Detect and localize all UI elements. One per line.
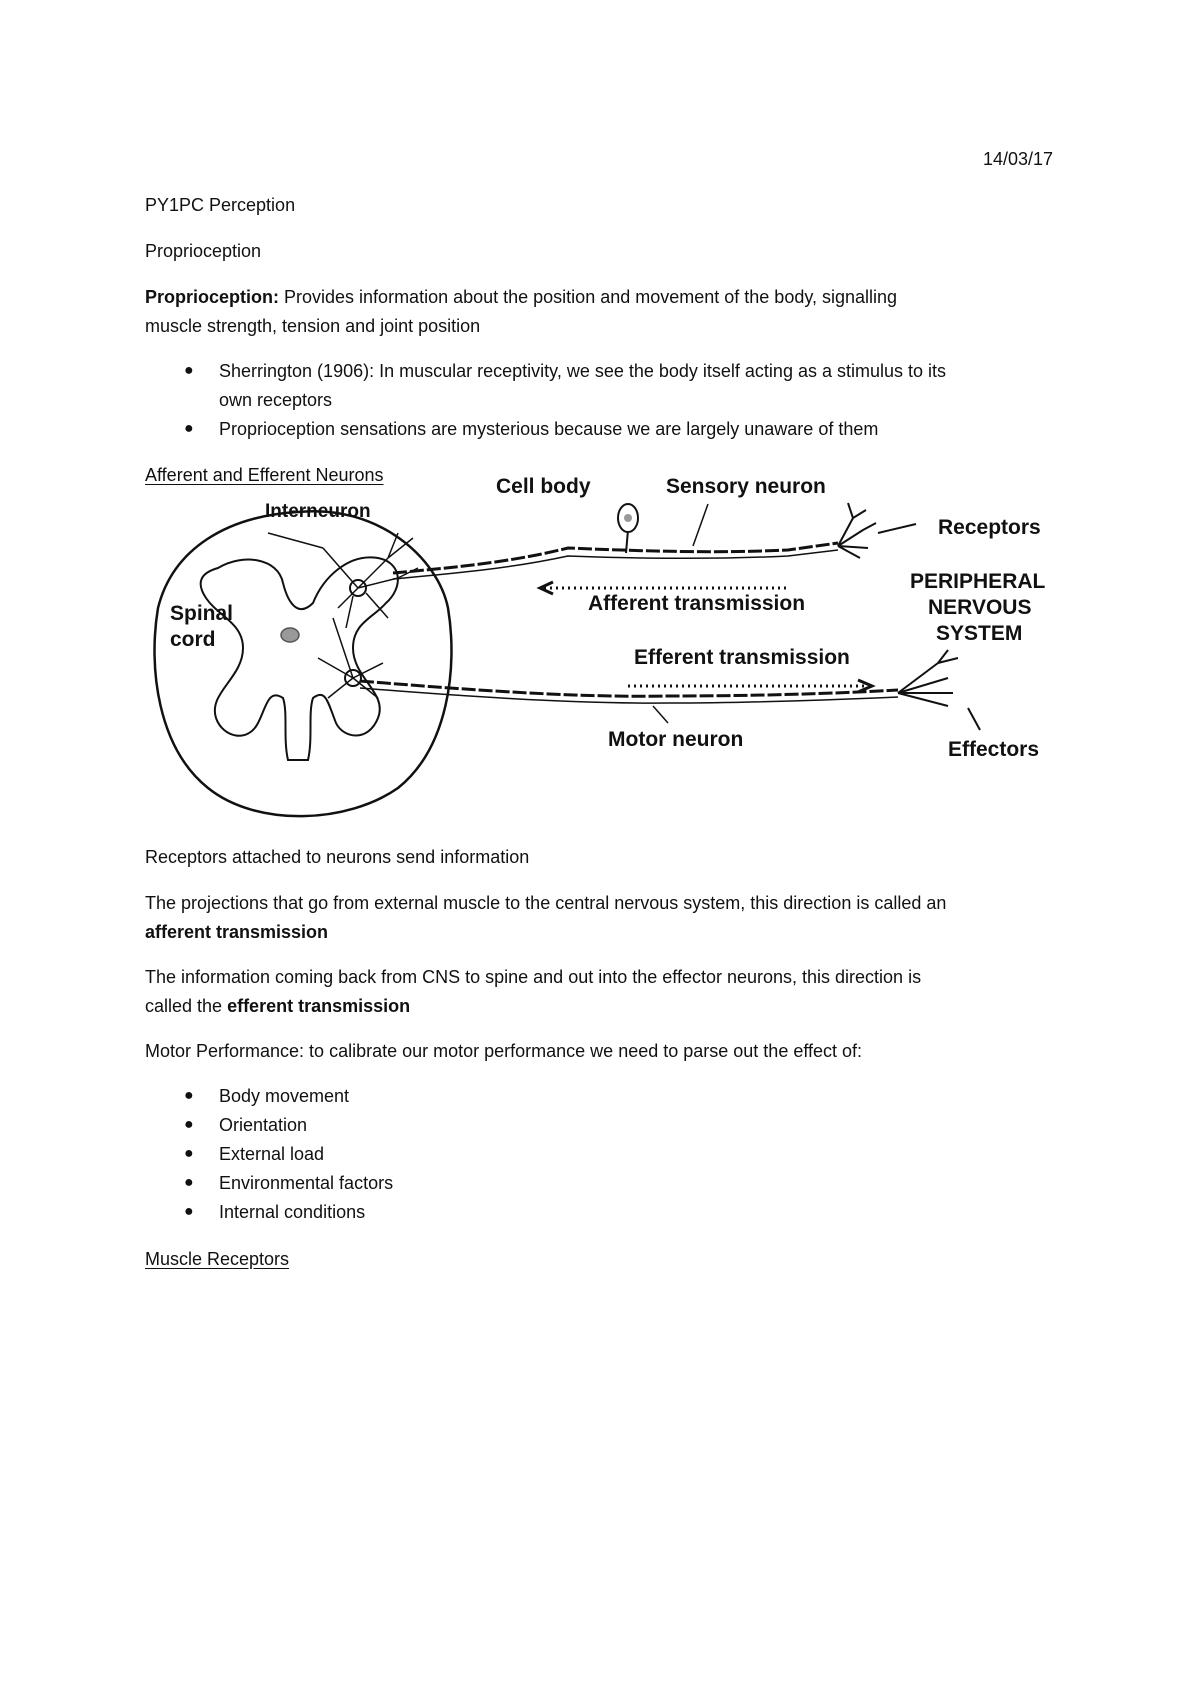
bullet-dot: ● (184, 420, 194, 437)
bullet-sherrington-1: Sherrington (1906): In muscular receptivity, we see the body itself acting as a stimulus to its (219, 361, 947, 381)
topic-title: Proprioception (145, 241, 262, 261)
list-item: Orientation (219, 1115, 308, 1135)
heading-afferent-efferent: Afferent and Efferent Neurons (145, 465, 384, 485)
bullet-dot: ● (184, 1174, 194, 1191)
afferent-term: afferent transmission (145, 922, 329, 942)
interneuron-dendrites (323, 533, 418, 628)
bullet-dot: ● (184, 362, 194, 379)
label-efferent-transmission: Efferent transmission (634, 646, 850, 669)
para-efferent-2 (145, 993, 410, 1019)
bullet-dot: ● (184, 1087, 194, 1104)
grey-matter (201, 557, 398, 760)
effector-endings (898, 650, 958, 706)
bullet-dot: ● (184, 1145, 194, 1162)
label-sensory-neuron: Sensory neuron (666, 475, 826, 498)
definition-term: Proprioception: (145, 287, 279, 307)
efferent-term: efferent transmission (227, 996, 411, 1016)
bullet-dot: ● (184, 1203, 194, 1220)
label-peripheral: PERIPHERAL (910, 570, 1046, 593)
bullet-dot: ● (184, 1116, 194, 1133)
date: 14/03/17 (983, 149, 1054, 169)
label-cell-body: Cell body (496, 475, 591, 498)
label-cord: cord (170, 628, 216, 651)
spinal-cord-outline (155, 511, 452, 816)
definition-text-1: Provides information about the position and movement of the body, signalling (284, 287, 898, 307)
heading-muscle-receptors: Muscle Receptors (145, 1249, 290, 1269)
efferent-pre: called the (145, 996, 228, 1016)
neuron-diagram (148, 475, 1060, 828)
label-system: SYSTEM (936, 622, 1023, 645)
list-item: Body movement (219, 1086, 350, 1106)
motor-performance: Motor Performance: to calibrate our motor performance we need to parse out the effect of: (145, 1041, 863, 1061)
list-item: Internal conditions (219, 1202, 366, 1222)
label-effectors: Effectors (948, 738, 1040, 761)
definition-line-1 (145, 284, 897, 310)
receptor-endings (838, 503, 876, 558)
para-afferent-2 (145, 919, 328, 945)
label-spinal: Spinal (170, 602, 234, 625)
central-canal (281, 628, 299, 642)
list-item: External load (219, 1144, 325, 1164)
bullet-proprioception: Proprioception sensations are mysterious because we are largely unaware of them (219, 419, 879, 439)
para-receptors: Receptors attached to neurons send information (145, 847, 530, 867)
para-efferent-1: The information coming back from CNS to spine and out into the effector neurons, this direction is (145, 967, 922, 987)
para-afferent-1: The projections that go from external muscle to the central nervous system, this direction is called an (145, 893, 947, 913)
label-interneuron: Interneuron (265, 501, 371, 522)
label-afferent-transmission: Afferent transmission (588, 592, 806, 615)
bullet-sherrington-2: own receptors (219, 390, 333, 410)
label-motor-neuron: Motor neuron (608, 728, 744, 751)
label-nervous: NERVOUS (928, 596, 1032, 619)
label-receptors: Receptors (938, 516, 1041, 539)
course-title: PY1PC Perception (145, 195, 296, 215)
definition-line-2: muscle strength, tension and joint position (145, 316, 481, 336)
list-item: Environmental factors (219, 1173, 394, 1193)
